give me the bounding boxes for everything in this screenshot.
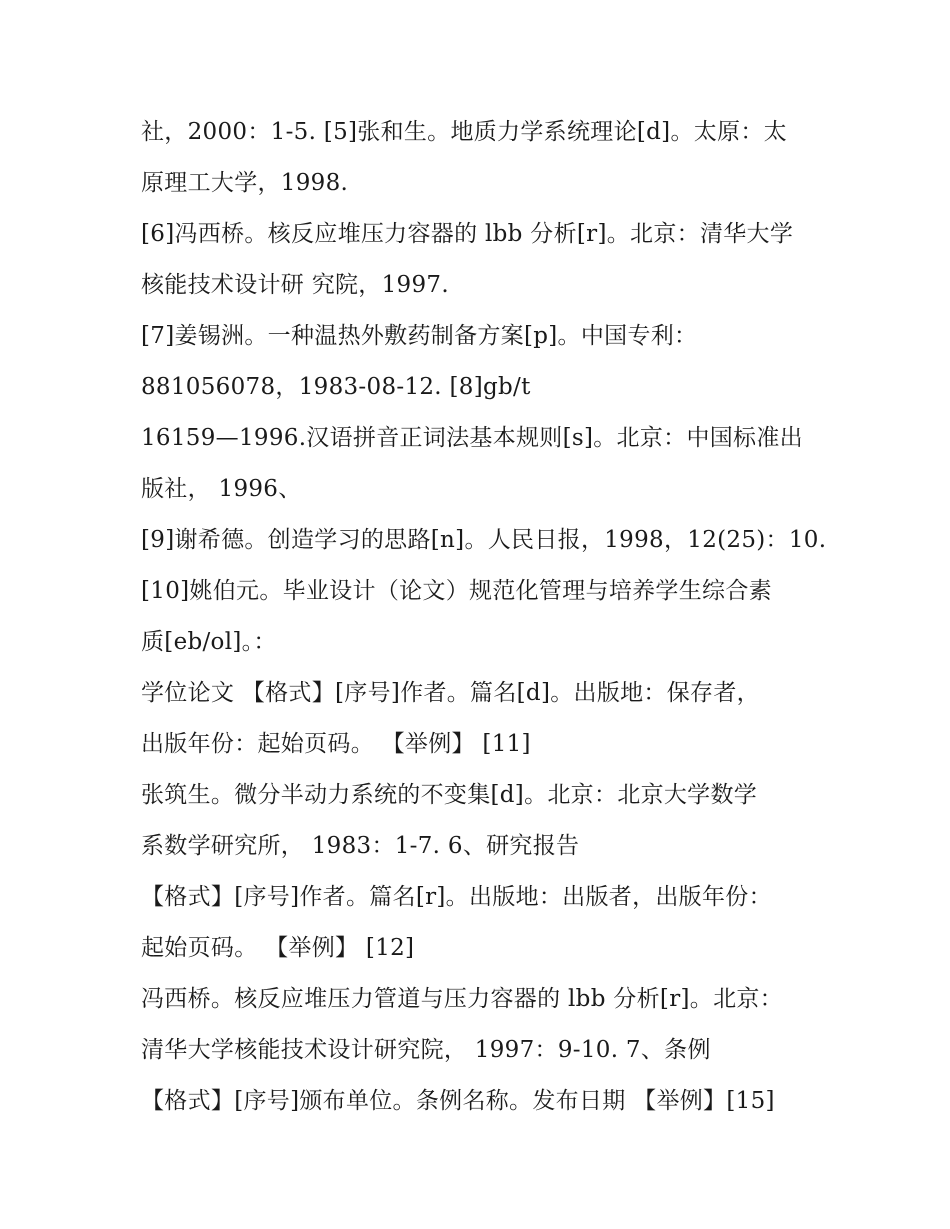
text-line-8: 版社， 1996、 (141, 476, 302, 502)
text-line-19: 清华大学核能技术设计研究院， 1997：9-10. 7、条例 (141, 1037, 711, 1063)
text-line-14: 张筑生。微分半动力系统的不变集[d]。北京：北京大学数学 (141, 782, 758, 808)
text-line-4: 核能技术设计研 究院，1997. (141, 272, 449, 298)
text-line-20: 【格式】[序号]颁布单位。条例名称。发布日期 【举例】[15] (141, 1088, 775, 1114)
text-line-12: 学位论文 【格式】[序号]作者。篇名[d]。出版地：保存者， (141, 680, 760, 706)
text-line-2: 原理工大学，1998. (141, 170, 349, 196)
text-line-18: 冯西桥。核反应堆压力管道与压力容器的 lbb 分析[r]。北京： (141, 986, 783, 1012)
text-line-11: 质[eb/ol]。： (141, 629, 277, 655)
text-line-10: [10]姚伯元。毕业设计（论文）规范化管理与培养学生综合素 (141, 578, 772, 604)
text-line-7: 16159—1996.汉语拼音正词法基本规则[s]。北京：中国标准出 (141, 425, 803, 451)
text-line-16: 【格式】[序号]作者。篇名[r]。出版地：出版者，出版年份： (141, 884, 772, 910)
text-line-17: 起始页码。 【举例】 [12] (141, 935, 415, 961)
text-line-1: 社，2000：1-5. [5]张和生。地质力学系统理论[d]。太原：太 (141, 119, 787, 145)
text-line-3: [6]冯西桥。核反应堆压力容器的 lbb 分析[r]。北京：清华大学 (141, 221, 794, 247)
text-line-9: [9]谢希德。创造学习的思路[n]。人民日报，1998，12(25)：10. (141, 527, 827, 553)
text-line-6: 881056078，1983-08-12. [8]gb/t (141, 374, 531, 400)
text-line-5: [7]姜锡洲。一种温热外敷药制备方案[p]。中国专利： (141, 323, 698, 349)
text-line-13: 出版年份：起始页码。 【举例】 [11] (141, 731, 531, 757)
text-line-15: 系数学研究所， 1983：1-7. 6、研究报告 (141, 833, 580, 859)
reference-text-block (141, 107, 827, 1127)
